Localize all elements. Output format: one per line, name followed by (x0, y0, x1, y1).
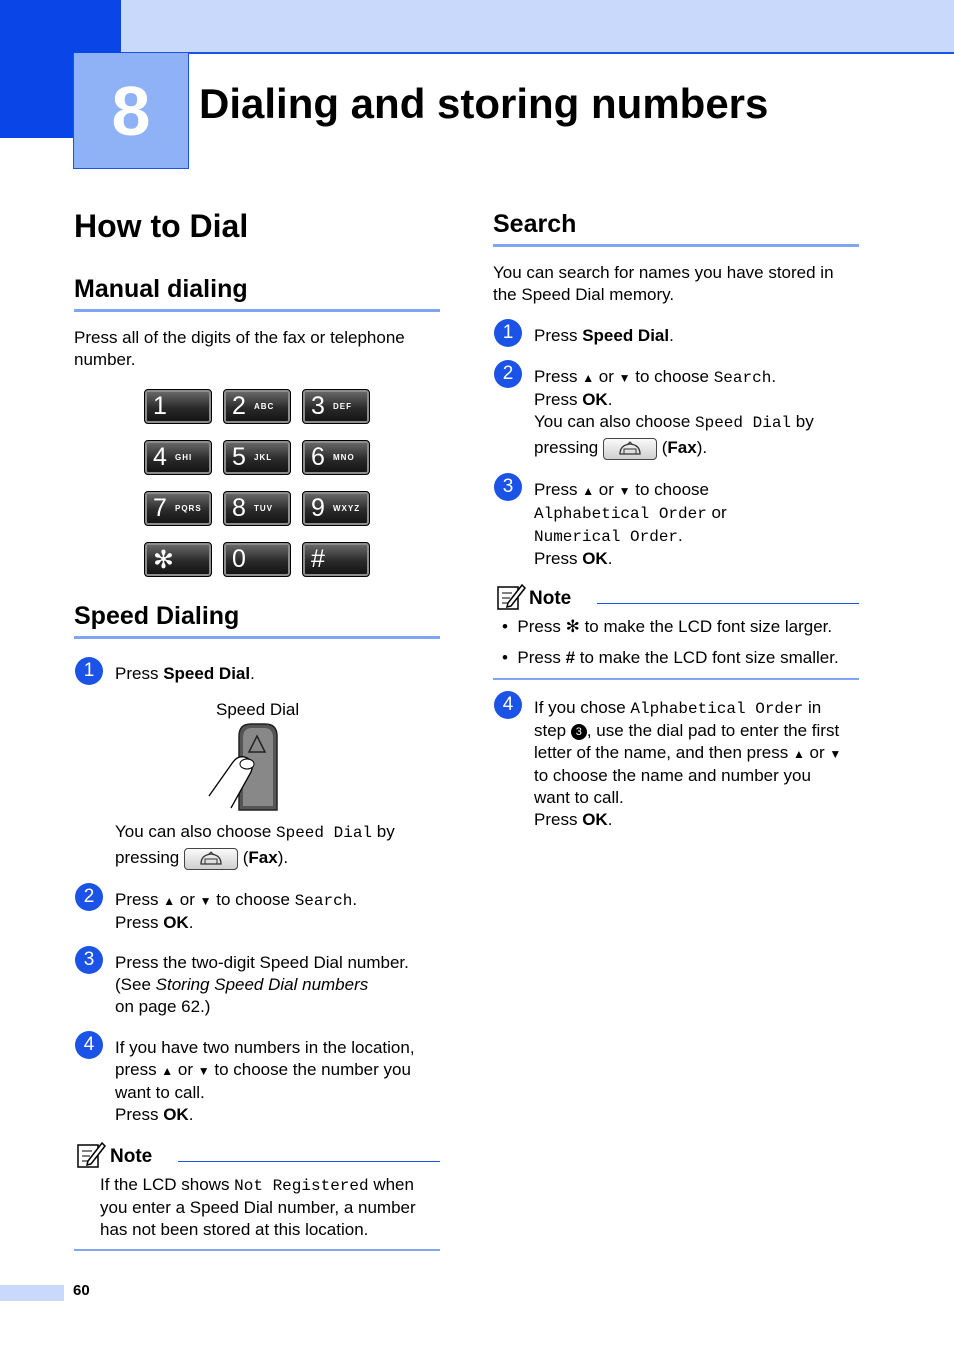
note-rule (597, 603, 859, 604)
note-pencil-icon (496, 581, 526, 611)
search-note-bullet-2: • Press # to make the LCD font size smaller. (502, 648, 839, 667)
keypad-key-digit: 7 (153, 494, 167, 522)
speed-step-1-text: Press Speed Dial. (115, 664, 255, 683)
keypad-key-digit: 0 (232, 545, 246, 573)
step-badge-3: 3 (75, 946, 103, 974)
heading-manual-dialing: Manual dialing (74, 275, 248, 303)
note-pencil-icon (76, 1139, 106, 1169)
note-bottom-rule (493, 678, 859, 680)
up-arrow-icon: ▲ (792, 747, 805, 761)
up-arrow-icon: ▲ (582, 371, 595, 385)
keypad-key-letters: DEF (333, 402, 352, 411)
keypad-key-digit: 4 (153, 443, 167, 471)
step-ref-badge: 3 (571, 724, 587, 740)
fax-button-icon (184, 848, 238, 870)
down-arrow-icon: ▼ (199, 894, 212, 908)
keypad-key-letters: GHI (175, 453, 193, 462)
keypad-key (223, 389, 291, 424)
heading-speed-dialing: Speed Dialing (74, 602, 240, 630)
heading-rule (493, 244, 859, 247)
heading-search: Search (493, 210, 577, 238)
search-step-3-text: Press ▲ or ▼ to choose Alphabetical Order or Numerical Order. Press OK. (534, 480, 727, 568)
keypad-key-digit: 8 (232, 494, 246, 522)
keypad-key-digit: 1 (153, 392, 167, 420)
down-arrow-icon: ▼ (829, 747, 842, 761)
search-step-4-text: If you chose Alphabetical Order in step 3 , use the dial pad to enter the first letter of the name, and then press ▲ or ▼ to choose the name and number you want to call. Press OK. (534, 698, 842, 829)
search-step-1-text: Press Speed Dial. (534, 326, 674, 345)
header-band (121, 0, 954, 54)
keypad-key (223, 542, 291, 577)
keypad-key-digit: 5 (232, 443, 246, 471)
keypad-key-letters: PQRS (175, 504, 202, 513)
keypad-key-letters: JKL (254, 453, 273, 462)
keypad-key-letters: MNO (333, 453, 355, 462)
keypad-key (302, 440, 370, 475)
search-step-2-text: Press ▲ or ▼ to choose Search. Press OK. You can also choose Speed Dial by (534, 367, 814, 432)
keypad-key-digit: 2 (232, 392, 246, 420)
heading-rule (74, 636, 440, 639)
keypad-key (144, 389, 212, 424)
manual-dialing-text: Press all of the digits of the fax or telephone number. (74, 328, 405, 369)
down-arrow-icon: ▼ (197, 1064, 210, 1078)
note-title: Note (110, 1146, 153, 1167)
step-badge-4: 4 (75, 1031, 103, 1059)
step-badge-3: 3 (494, 473, 522, 501)
keypad-key (302, 491, 370, 526)
speed-step-2-text: Press ▲ or ▼ to choose Search. Press OK. (115, 890, 358, 932)
keypad-key (223, 440, 291, 475)
speed-step-1-alt-line2: pressing (Fax). (115, 847, 288, 870)
speed-dial-image-label: Speed Dial (216, 700, 300, 719)
keypad-key-digit: 6 (311, 443, 325, 471)
heading-rule (74, 309, 440, 312)
keypad-key (144, 491, 212, 526)
down-arrow-icon: ▼ (618, 371, 631, 385)
search-step-2-pressing: pressing (Fax). (534, 437, 707, 460)
keypad-key (302, 542, 370, 577)
note-rule (178, 1161, 440, 1162)
step-badge-4: 4 (494, 691, 522, 719)
chapter-number: 8 (73, 53, 189, 169)
keypad-key (144, 542, 212, 577)
up-arrow-icon: ▲ (582, 484, 595, 498)
section-heading-how-to-dial: How to Dial (74, 208, 249, 244)
keypad-key (302, 389, 370, 424)
speed-step-4-text: If you have two numbers in the location, press ▲ or ▼ to choose the number you want to call. Press OK. (115, 1038, 415, 1124)
speed-dial-button-illustration (205, 718, 285, 813)
note-title: Note (529, 588, 572, 609)
up-arrow-icon: ▲ (163, 894, 176, 908)
keypad-key-digit: 3 (311, 392, 325, 420)
keypad-key-digit: ✻ (153, 545, 174, 574)
step-badge-2: 2 (75, 883, 103, 911)
keypad-key-letters: ABC (254, 402, 275, 411)
keypad-key-digit: # (311, 545, 325, 573)
step-badge-1: 1 (494, 319, 522, 347)
chapter-title: Dialing and storing numbers (199, 80, 769, 127)
keypad-key-digit: 9 (311, 494, 325, 522)
up-arrow-icon: ▲ (161, 1064, 174, 1078)
keypad-key (223, 491, 291, 526)
keypad-key (144, 440, 212, 475)
search-note-bullet-1: • Press ✻ to make the LCD font size larger. (502, 617, 833, 636)
page-tab (0, 1285, 64, 1301)
search-intro-text: You can search for names you have stored in the Speed Dial memory. (493, 263, 834, 304)
page-number: 60 (73, 1282, 90, 1299)
step-badge-2: 2 (494, 360, 522, 388)
speed-step-1-alt-line1: You can also choose Speed Dial by (115, 822, 395, 842)
speed-step-3-text: Press the two-digit Speed Dial number. (See Storing Speed Dial numbers on page 62.) (115, 953, 409, 1016)
keypad-key-letters: TUV (254, 504, 273, 513)
step-badge-1: 1 (75, 657, 103, 685)
fax-button-icon (603, 438, 657, 460)
note-bottom-rule (74, 1249, 440, 1251)
speed-note-text: If the LCD shows Not Registered when you enter a Speed Dial number, a number has not been stored at this location. (100, 1175, 416, 1239)
keypad-key-letters: WXYZ (333, 504, 361, 513)
down-arrow-icon: ▼ (618, 484, 631, 498)
